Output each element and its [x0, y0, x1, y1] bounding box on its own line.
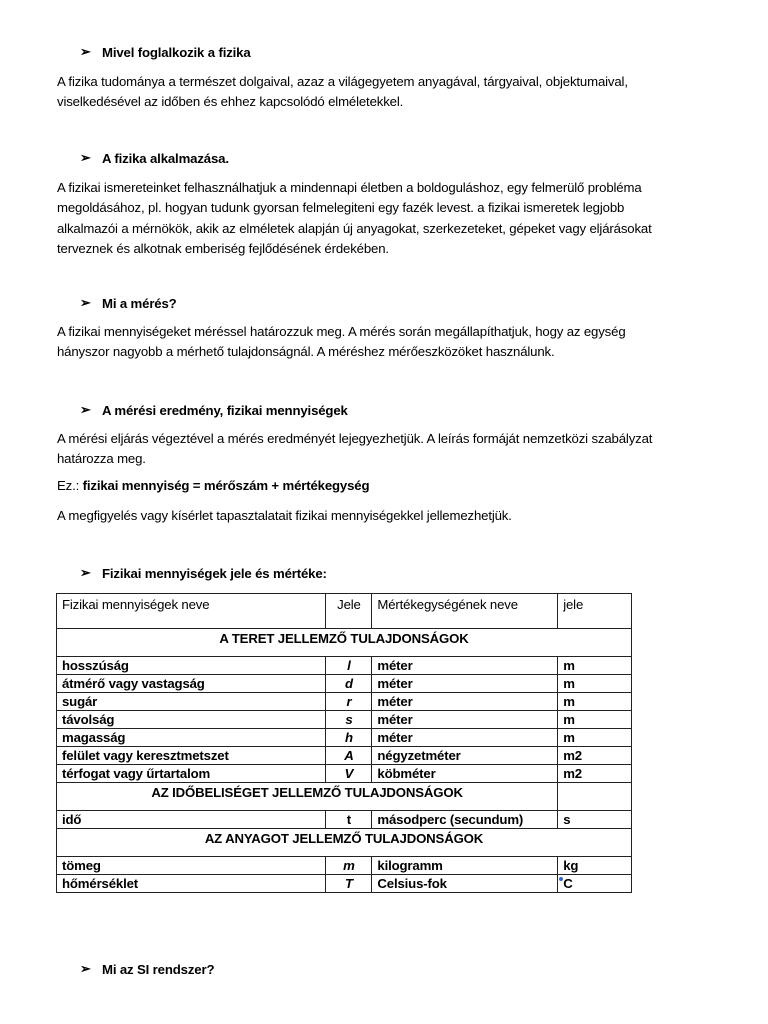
symbol: l [326, 657, 372, 675]
table-row [57, 765, 632, 783]
quantity-name: távolság [57, 711, 326, 729]
table-row [57, 675, 632, 693]
arrow-bullet-icon: ➢ [80, 150, 91, 165]
table-row [57, 747, 632, 765]
heading-table-title: ➢ Fizikai mennyiségek jele és mértéke: [80, 565, 327, 581]
heading-mivel-foglalkozik: ➢ Mivel foglalkozik a fizika [80, 44, 251, 60]
table-row [57, 711, 632, 729]
symbol: h [326, 729, 372, 747]
unit-symbol: m [558, 711, 632, 729]
symbol: V [326, 765, 372, 783]
paragraph-meresi-eredmeny: A mérési eljárás végeztével a mérés eredményét lejegyezhetjük. A leírás formáját nemzetközi szabályzat határozza meg. [57, 431, 653, 467]
table-group-row: AZ IDŐBELISÉGET JELLEMZŐ TULAJDONSÁGOK [57, 783, 632, 811]
quantity-name: idő [57, 811, 326, 829]
table-header-row: Fizikai mennyiségek neve Jele Mértékegységének neve jele [57, 594, 632, 629]
unit-name: köbméter [372, 765, 558, 783]
table-row [57, 657, 632, 675]
quantity-name: térfogat vagy űrtartalom [57, 765, 326, 783]
paragraph-megfigyeles: A megfigyelés vagy kísérlet tapasztalatait fizikai mennyiségekkel jellemezhetjük. [57, 508, 512, 523]
paragraph-alkalmazasa: A fizikai ismereteinket felhasználhatjuk a mindennapi életben a boldoguláshoz, egy felmerülő probléma megoldásához, pl. hogyan tudunk gyorsan felmelegiteni egy fazék levest. a fizikai ismeretek legjobb alkalmazói a mérnökök, akik az elméletek alapján új anyagokat, szerkezeteket, gépeket vagy eljárásokat terveznek és alkotnak emberiség fejlődésének érdekében. [57, 180, 652, 256]
unit-name: méter [372, 657, 558, 675]
table-group-row: AZ ANYAGOT JELLEMZŐ TULAJDONSÁGOK [57, 829, 632, 857]
quantity-name: átmérő vagy vastagság [57, 675, 326, 693]
unit-symbol: s [558, 811, 632, 829]
unit-symbol: m2 [558, 765, 632, 783]
unit-name: méter [372, 711, 558, 729]
table-row [57, 875, 632, 893]
symbol: r [326, 693, 372, 711]
symbol: T [326, 875, 372, 893]
arrow-bullet-icon: ➢ [80, 565, 91, 580]
unit-name: méter [372, 675, 558, 693]
quantity-name: magasság [57, 729, 326, 747]
unit-symbol: m [558, 657, 632, 675]
unit-symbol: m2 [558, 747, 632, 765]
formula-line: Ez.: fizikai mennyiség = mérőszám + mértékegység [57, 478, 370, 493]
unit-symbol-text: C [563, 876, 573, 891]
unit-name: méter [372, 693, 558, 711]
quantity-name: tömeg [57, 857, 326, 875]
symbol: d [326, 675, 372, 693]
symbol: A [326, 747, 372, 765]
unit-symbol: m [558, 729, 632, 747]
heading-meresi-eredmeny: ➢ A mérési eredmény, fizikai mennyiségek [80, 402, 348, 418]
symbol: m [326, 857, 372, 875]
table-row [57, 729, 632, 747]
unit-symbol [558, 875, 632, 893]
paragraph-fizika-definition: A fizika tudománya a természet dolgaival, azaz a világegyetem anyagával, tárgyaival, objektumaival, viselkedésével az időben és ehhez kapcsolódó elméletekkel. [57, 74, 628, 110]
unit-name: kilogramm [372, 857, 558, 875]
heading-alkalmazasa: ➢ A fizika alkalmazása. [80, 150, 229, 166]
table-group-row: A TERET JELLEMZŐ TULAJDONSÁGOK [57, 629, 632, 657]
quantity-name: hőmérséklet [57, 875, 326, 893]
arrow-bullet-icon: ➢ [80, 44, 91, 59]
unit-name: Celsius-fok [372, 875, 558, 893]
paragraph-meres: A fizikai mennyiségeket méréssel határozzuk meg. A mérés során megállapíthatjuk, hogy az egység hányszor nagyobb a mérhető tulajdonságnál. A méréshez mérőeszközöket használunk. [57, 324, 626, 360]
quantity-name: felület vagy keresztmetszet [57, 747, 326, 765]
unit-name: négyzetméter [372, 747, 558, 765]
quantity-name: hosszúság [57, 657, 326, 675]
unit-symbol: m [558, 675, 632, 693]
arrow-bullet-icon: ➢ [80, 402, 91, 417]
units-table [56, 593, 632, 893]
unit-symbol: m [558, 693, 632, 711]
arrow-bullet-icon: ➢ [80, 961, 91, 976]
unit-symbol: kg [558, 857, 632, 875]
heading-si-rendszer: ➢ Mi az SI rendszer? [80, 961, 215, 977]
table-row [57, 857, 632, 875]
unit-name: méter [372, 729, 558, 747]
symbol: s [326, 711, 372, 729]
heading-meres: ➢ Mi a mérés? [80, 295, 177, 311]
symbol: t [326, 811, 372, 829]
quantity-name: sugár [57, 693, 326, 711]
table-row [57, 693, 632, 711]
table-row [57, 811, 632, 829]
arrow-bullet-icon: ➢ [80, 295, 91, 310]
unit-name: másodperc (secundum) [372, 811, 558, 829]
